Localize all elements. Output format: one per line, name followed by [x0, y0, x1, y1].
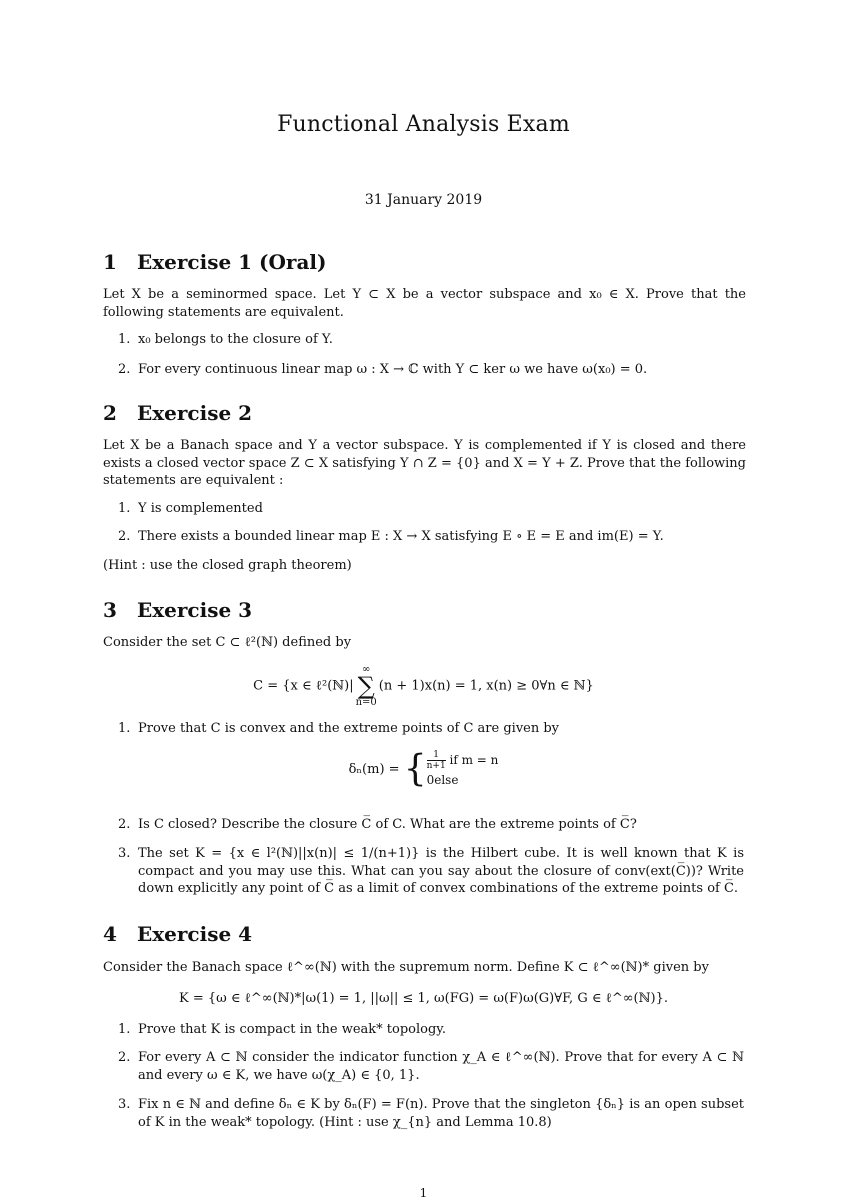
list-item: 1. Prove that K is compact in the weak* topology. — [118, 1022, 447, 1037]
sum-operator: ∞ ∑ n=0 — [355, 664, 377, 708]
list-item: 1. x₀ belongs to the closure of Y. — [118, 332, 333, 347]
section-1-intro: Let X be a seminormed space. Let Y ⊂ X be a vector subspace and x₀ ∈ X. Prove that the following statements are equivalent. — [103, 287, 746, 320]
list-item: 2. For every A ⊂ ℕ consider the indicator function χ_A ∈ ℓ^∞(ℕ). Prove that for every A ⊂ ℕ and every ω ∈ K, we have ω(χ_A) ∈ {0, 1}. — [118, 1050, 744, 1083]
section-2-heading — [103, 401, 252, 425]
list-item: 3. The set K = {x ∈ l²(ℕ)||x(n)| ≤ 1/(n+1)} is the Hilbert cube. It is well known that K is compact and you may use this. What can you say about the closure of conv(ext(C̅))? Write down explicitly any point of C̅ as a limit of convex combinations of the extreme points of C̅. — [118, 846, 744, 896]
section-3-intro: Consider the set C ⊂ ℓ²(ℕ) defined by — [103, 635, 352, 650]
section-4-heading — [103, 922, 252, 946]
section-1-heading — [103, 250, 326, 274]
section-4-intro: Consider the Banach space ℓ^∞(ℕ) with the supremum norm. Define K ⊂ ℓ^∞(ℕ)* given by — [103, 960, 709, 975]
list-item: 2. There exists a bounded linear map E : X → X satisfying E ∘ E = E and im(E) = Y. — [118, 529, 664, 544]
section-number: 4 — [103, 922, 117, 946]
section-number: 2 — [103, 401, 117, 425]
section-title: Exercise 1 (Oral) — [137, 250, 327, 274]
list-item: 1. Y is complemented — [118, 501, 263, 516]
list-item: 3. Fix n ∈ ℕ and define δₙ ∈ K by δₙ(F) = F(n). Prove that the singleton {δₙ} is an open subset of K in the weak* topology. (Hint : use χ_{n} and Lemma 10.8) — [118, 1097, 744, 1130]
section-title: Exercise 2 — [137, 401, 253, 425]
page-number: 1 — [419, 1186, 428, 1200]
list-item: 2. For every continuous linear map ω : X → ℂ with Y ⊂ ker ω we have ω(x₀) = 0. — [118, 362, 648, 377]
section-3-heading — [103, 598, 252, 622]
document-date: 31 January 2019 — [364, 192, 483, 208]
delta-definition: δₙ(m) = { $\frac{1}{n+1}$ if m = n 0else — [348, 748, 499, 790]
section-title: Exercise 4 — [137, 922, 253, 946]
section-2-intro: Let X be a Banach space and Y a vector subspace. Y is complemented if Y is closed and there exists a closed vector space Z ⊂ X satisfying Y ∩ Z = {0} and X = Y + Z. Prove that the following statements are equivalent : — [103, 438, 746, 488]
document-title: Functional Analysis Exam — [277, 112, 570, 137]
section-2-hint: (Hint : use the closed graph theorem) — [103, 558, 352, 573]
set-c-equation: C = {x ∈ ℓ²(ℕ)| ∞ ∑ n=0 (n + 1)x(n) = 1, x(n) ≥ 0∀n ∈ ℕ} — [253, 664, 594, 708]
section-number: 3 — [103, 598, 117, 622]
section-number: 1 — [103, 250, 117, 274]
set-k-equation: K = {ω ∈ ℓ^∞(ℕ)*|ω(1) = 1, ||ω|| ≤ 1, ω(FG) = ω(F)ω(G)∀F, G ∈ ℓ^∞(ℕ)}. — [179, 991, 668, 1006]
list-item: 2. Is C closed? Describe the closure C̅ of C. What are the extreme points of C̅? — [118, 817, 637, 832]
list-item: 1. Prove that C is convex and the extreme points of C are given by — [118, 721, 560, 736]
section-title: Exercise 3 — [137, 598, 253, 622]
